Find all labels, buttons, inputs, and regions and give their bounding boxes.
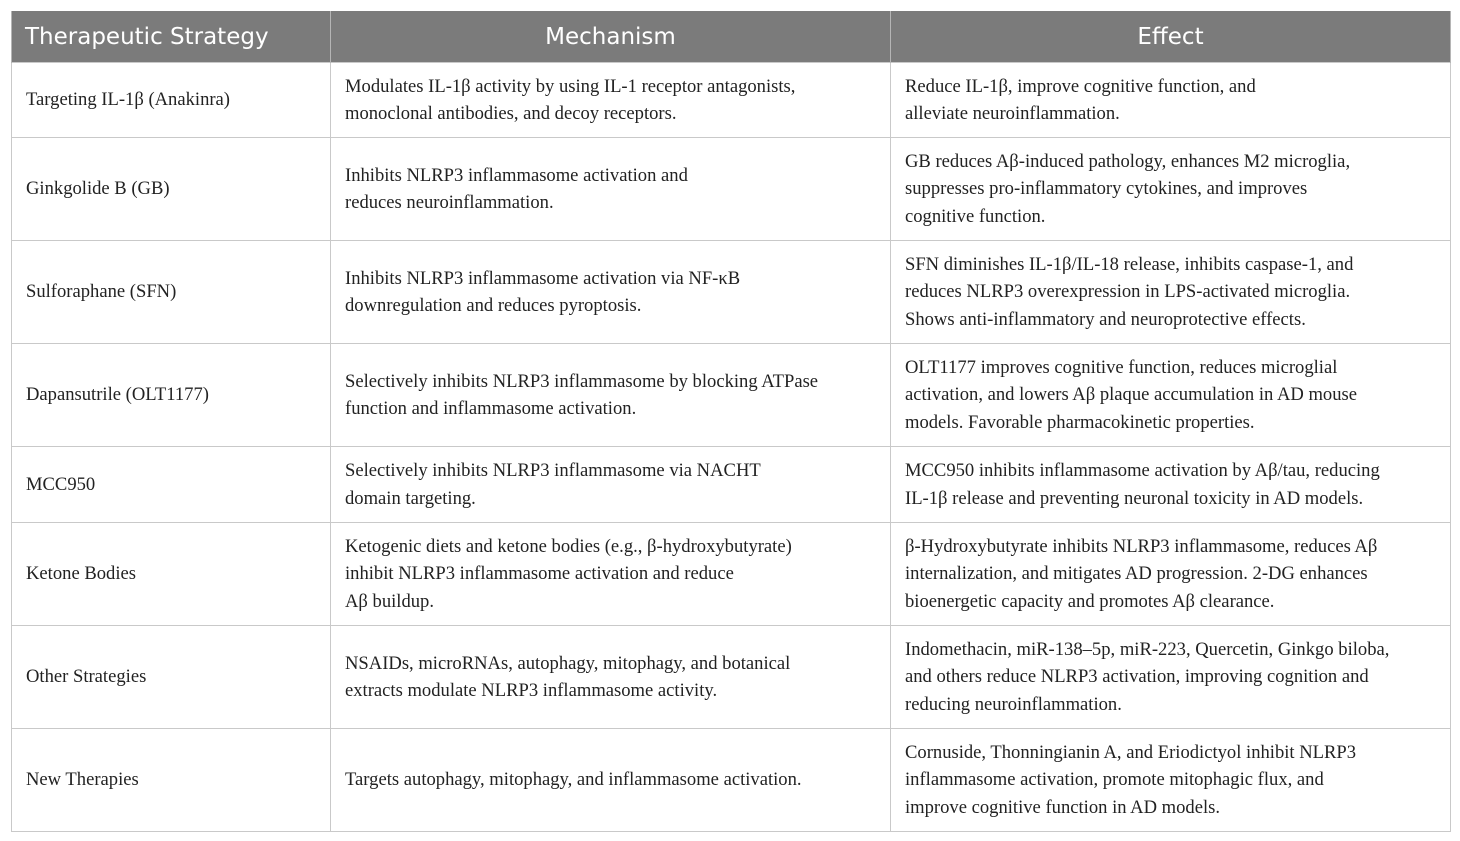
cell-text-line: bioenergetic capacity and promotes Aβ clearance. xyxy=(905,590,1275,612)
cell-text-line: extracts modulate NLRP3 inflammasome activity. xyxy=(345,680,718,701)
cell-text-line: Inhibits NLRP3 inflammasome activation via NF-κB xyxy=(345,267,741,289)
cell-text-line: Shows anti-inflammatory and neuroprotective effects. xyxy=(905,308,1306,330)
cell-text-line: and others reduce NLRP3 activation, improving cognition and xyxy=(905,666,1369,688)
cell-text-line: downregulation and reduces pyroptosis. xyxy=(345,295,642,316)
header-row xyxy=(12,11,1451,63)
cell-text-line: models. Favorable pharmacokinetic properties. xyxy=(905,411,1255,433)
effect-cell xyxy=(891,626,1451,729)
mechanism-cell xyxy=(331,344,891,447)
therapeutic-strategies-table xyxy=(11,11,1451,832)
cell-text-line: activation, and lowers Aβ plaque accumulation in AD mouse xyxy=(905,384,1357,406)
header-therapeutic-strategy: Therapeutic Strategy xyxy=(12,11,331,63)
strategy-cell xyxy=(12,447,331,523)
table-row xyxy=(12,447,1451,523)
header-effect: Effect xyxy=(891,11,1451,63)
mechanism-cell xyxy=(331,63,891,138)
table-row xyxy=(12,241,1451,344)
cell-text-line: Targets autophagy, mitophagy, and inflammasome activation. xyxy=(345,769,802,791)
cell-text-line: Sulforaphane (SFN) xyxy=(26,281,177,303)
strategy-cell xyxy=(12,241,331,344)
strategy-cell xyxy=(12,729,331,832)
cell-text-line: Aβ buildup. xyxy=(345,590,435,612)
strategy-cell xyxy=(12,344,331,447)
table-row xyxy=(12,63,1451,138)
cell-text-line: Ginkgolide B (GB) xyxy=(26,178,170,200)
cell-text-line: MCC950 inhibits inflammasome activation by Aβ/tau, reducing xyxy=(905,460,1380,481)
therapy-table-container xyxy=(11,11,1450,832)
cell-text-line: reducing neuroinflammation. xyxy=(905,693,1122,715)
mechanism-cell xyxy=(331,447,891,523)
cell-text-line: IL-1β release and preventing neuronal toxicity in AD models. xyxy=(905,487,1364,509)
table-row xyxy=(12,729,1451,832)
cell-text-line: Reduce IL-1β, improve cognitive function, and xyxy=(905,75,1256,97)
cell-text-line: Selectively inhibits NLRP3 inflammasome by blocking ATPase xyxy=(345,370,819,392)
header-mechanism: Mechanism xyxy=(331,11,891,63)
cell-text-line: cognitive function. xyxy=(905,205,1046,227)
cell-text-line: NSAIDs, microRNAs, autophagy, mitophagy, and botanical xyxy=(345,652,791,674)
cell-text-line: reduces neuroinflammation. xyxy=(345,192,554,213)
table-body xyxy=(12,63,1451,832)
cell-text-line: Targeting IL-1β (Anakinra) xyxy=(26,89,231,111)
cell-text-line: inhibit NLRP3 inflammasome activation and reduce xyxy=(345,563,734,585)
cell-text-line: OLT1177 improves cognitive function, reduces microglial xyxy=(905,356,1338,378)
effect-cell xyxy=(891,63,1451,138)
cell-text-line: reduces NLRP3 overexpression in LPS-activated microglia. xyxy=(905,281,1351,303)
mechanism-cell xyxy=(331,729,891,832)
effect-cell xyxy=(891,523,1451,626)
cell-text-line: Ketogenic diets and ketone bodies (e.g., β-hydroxybutyrate) xyxy=(345,535,792,557)
cell-text-line: GB reduces Aβ-induced pathology, enhances M2 microglia, xyxy=(905,150,1351,172)
cell-text-line: Inhibits NLRP3 inflammasome activation and xyxy=(345,164,688,186)
cell-text-line: domain targeting. xyxy=(345,487,476,509)
cell-text-line: improve cognitive function in AD models. xyxy=(905,796,1221,818)
table-row xyxy=(12,344,1451,447)
cell-text-line: Dapansutrile (OLT1177) xyxy=(26,384,209,406)
cell-text-line: internalization, and mitigates AD progression. 2-DG enhances xyxy=(905,563,1368,585)
cell-text-line: Indomethacin, miR-138–5p, miR-223, Quercetin, Ginkgo biloba, xyxy=(905,638,1390,660)
cell-text-line: β-Hydroxybutyrate inhibits NLRP3 inflammasome, reduces Aβ xyxy=(905,535,1378,557)
cell-text-line: monoclonal antibodies, and decoy receptors. xyxy=(345,103,677,124)
mechanism-cell xyxy=(331,523,891,626)
cell-text-line: MCC950 xyxy=(26,473,96,495)
effect-cell xyxy=(891,447,1451,523)
table-row xyxy=(12,138,1451,241)
strategy-cell xyxy=(12,63,331,138)
cell-text-line: Selectively inhibits NLRP3 inflammasome via NACHT xyxy=(345,460,761,481)
effect-cell xyxy=(891,241,1451,344)
table-row xyxy=(12,626,1451,729)
strategy-cell xyxy=(12,138,331,241)
cell-text-line: Other Strategies xyxy=(26,666,147,688)
strategy-cell xyxy=(12,523,331,626)
cell-text-line: New Therapies xyxy=(26,769,139,791)
effect-cell xyxy=(891,138,1451,241)
effect-cell xyxy=(891,344,1451,447)
cell-text-line: SFN diminishes IL-1β/IL-18 release, inhibits caspase-1, and xyxy=(905,253,1354,275)
cell-text-line: Ketone Bodies xyxy=(26,563,136,585)
cell-text-line: alleviate neuroinflammation. xyxy=(905,103,1120,124)
strategy-cell xyxy=(12,626,331,729)
table-row xyxy=(12,523,1451,626)
cell-text-line: Modulates IL-1β activity by using IL-1 receptor antagonists, xyxy=(345,75,796,97)
effect-cell xyxy=(891,729,1451,832)
cell-text-line: Cornuside, Thonningianin A, and Eriodictyol inhibit NLRP3 xyxy=(905,741,1357,763)
mechanism-cell xyxy=(331,626,891,729)
cell-text-line: function and inflammasome activation. xyxy=(345,398,637,419)
cell-text-line: inflammasome activation, promote mitophagic flux, and xyxy=(905,769,1324,791)
mechanism-cell xyxy=(331,241,891,344)
mechanism-cell xyxy=(331,138,891,241)
cell-text-line: suppresses pro-inflammatory cytokines, and improves xyxy=(905,178,1308,200)
